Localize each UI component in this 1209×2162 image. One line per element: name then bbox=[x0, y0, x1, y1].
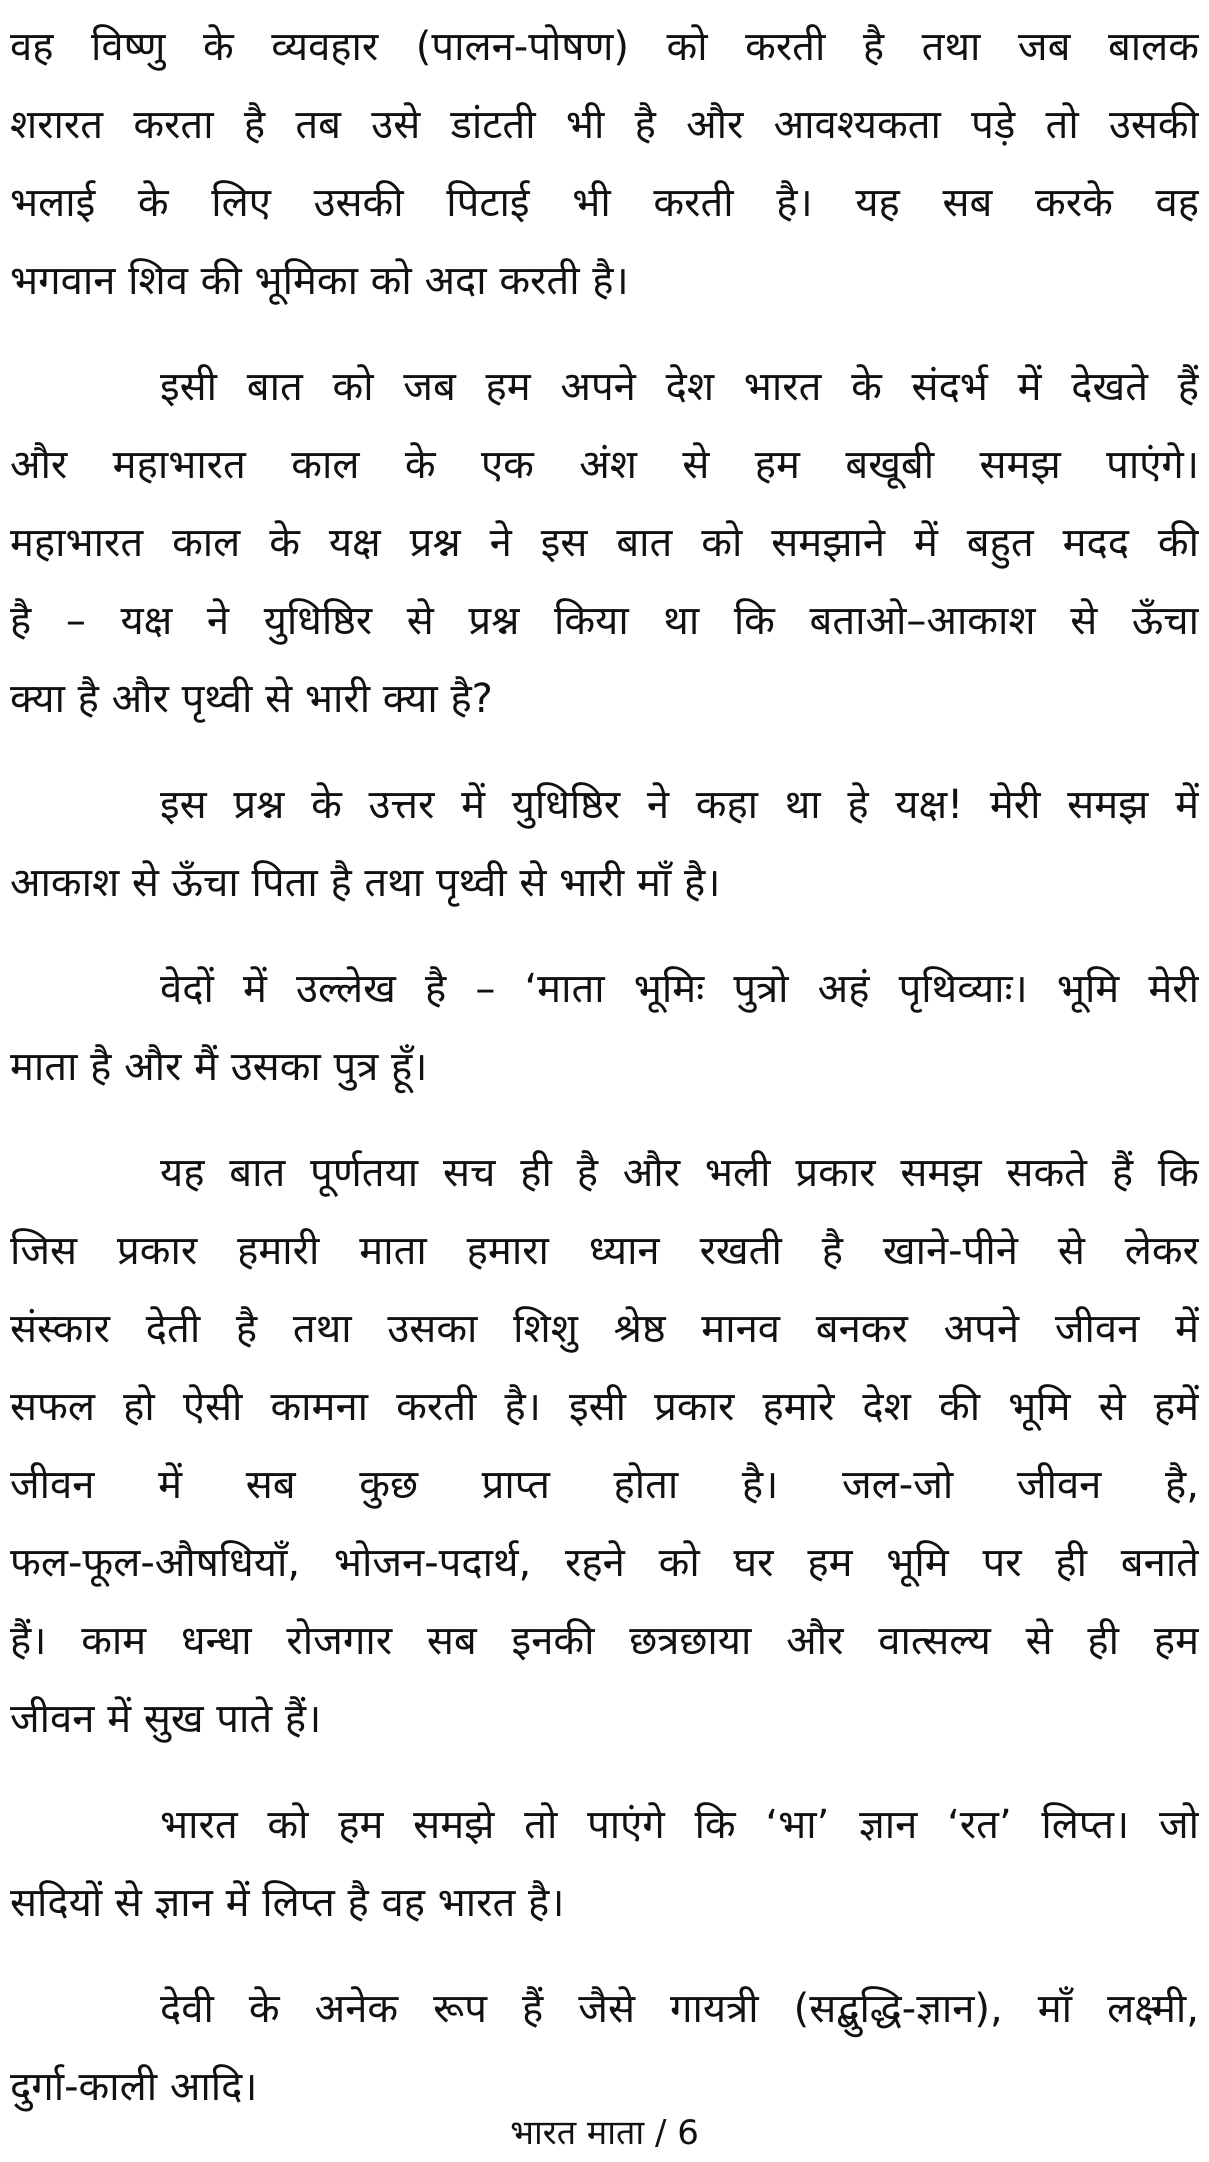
text-line: आकाश से ऊँचा पिता है तथा पृथ्वी से भारी माँ है। bbox=[10, 860, 721, 906]
text-line: देवी के अनेक रूप हैं जैसे गायत्री (सद्बुद्धि-ज्ञान), माँ लक्ष्मी, bbox=[160, 1986, 1199, 2032]
text-line: वेदों में उल्लेख है – ‘माता भूमिः पुत्रो अहं पृथिव्याः। भूमि मेरी bbox=[160, 966, 1199, 1012]
text-line: भगवान शिव की भूमिका को अदा करती है। bbox=[10, 258, 629, 304]
text-line: जीवन में सुख पाते हैं। bbox=[10, 1696, 322, 1742]
paragraph bbox=[10, 348, 1199, 738]
text-line: माता है और मैं उसका पुत्र हूँ। bbox=[10, 1044, 428, 1090]
text-line: क्या है और पृथ्वी से भारी क्या है? bbox=[10, 676, 493, 722]
text-line: महाभारत काल के यक्ष प्रश्न ने इस बात को समझाने में बहुत मदद की bbox=[10, 520, 1199, 566]
text-line: दुर्गा-काली आदि। bbox=[10, 2064, 258, 2110]
text-line: है – यक्ष ने युधिष्ठिर से प्रश्न किया था कि बताओ–आकाश से ऊँचा bbox=[10, 598, 1199, 644]
text-line: भारत को हम समझे तो पाएंगे कि ‘भा’ ज्ञान ‘रत’ लिप्त। जो bbox=[160, 1802, 1199, 1848]
text-line: जिस प्रकार हमारी माता हमारा ध्यान रखती है खाने-पीने से लेकर bbox=[10, 1228, 1199, 1274]
text-line: सदियों से ज्ञान में लिप्त है वह भारत है। bbox=[10, 1880, 565, 1926]
text-line: वह विष्णु के व्यवहार (पालन-पोषण) को करती है तथा जब बालक bbox=[10, 24, 1199, 70]
text-line: भलाई के लिए उसकी पिटाई भी करती है। यह सब करके वह bbox=[10, 180, 1199, 226]
paragraph bbox=[10, 1970, 1199, 2126]
paragraph bbox=[10, 950, 1199, 1106]
text-line: फल-फूल-औषधियाँ, भोजन-पदार्थ, रहने को घर हम भूमि पर ही बनाते bbox=[10, 1540, 1199, 1586]
paragraph bbox=[10, 8, 1199, 320]
text-line: संस्कार देती है तथा उसका शिशु श्रेष्ठ मानव बनकर अपने जीवन में bbox=[10, 1306, 1199, 1352]
text-line: इसी बात को जब हम अपने देश भारत के संदर्भ में देखते हैं bbox=[160, 364, 1199, 410]
text-line: शरारत करता है तब उसे डांटती भी है और आवश्यकता पड़े तो उसकी bbox=[10, 102, 1199, 148]
paragraph bbox=[10, 1786, 1199, 1942]
paragraph bbox=[10, 766, 1199, 922]
text-line: इस प्रश्न के उत्तर में युधिष्ठिर ने कहा था हे यक्ष! मेरी समझ में bbox=[160, 782, 1199, 828]
text-line: सफल हो ऐसी कामना करती है। इसी प्रकार हमारे देश की भूमि से हमें bbox=[10, 1384, 1199, 1430]
paragraph bbox=[10, 1134, 1199, 1758]
page-footer: भारत माता / 6 bbox=[510, 2113, 699, 2153]
document-body bbox=[10, 8, 1199, 2154]
text-line: हैं। काम धन्धा रोजगार सब इनकी छत्रछाया और वात्सल्य से ही हम bbox=[10, 1618, 1199, 1664]
text-line: जीवन में सब कुछ प्राप्त होता है। जल-जो जीवन है, bbox=[10, 1462, 1199, 1508]
text-line: यह बात पूर्णतया सच ही है और भली प्रकार समझ सकते हैं कि bbox=[160, 1150, 1199, 1196]
text-line: और महाभारत काल के एक अंश से हम बखूबी समझ पाएंगे। bbox=[10, 442, 1199, 488]
